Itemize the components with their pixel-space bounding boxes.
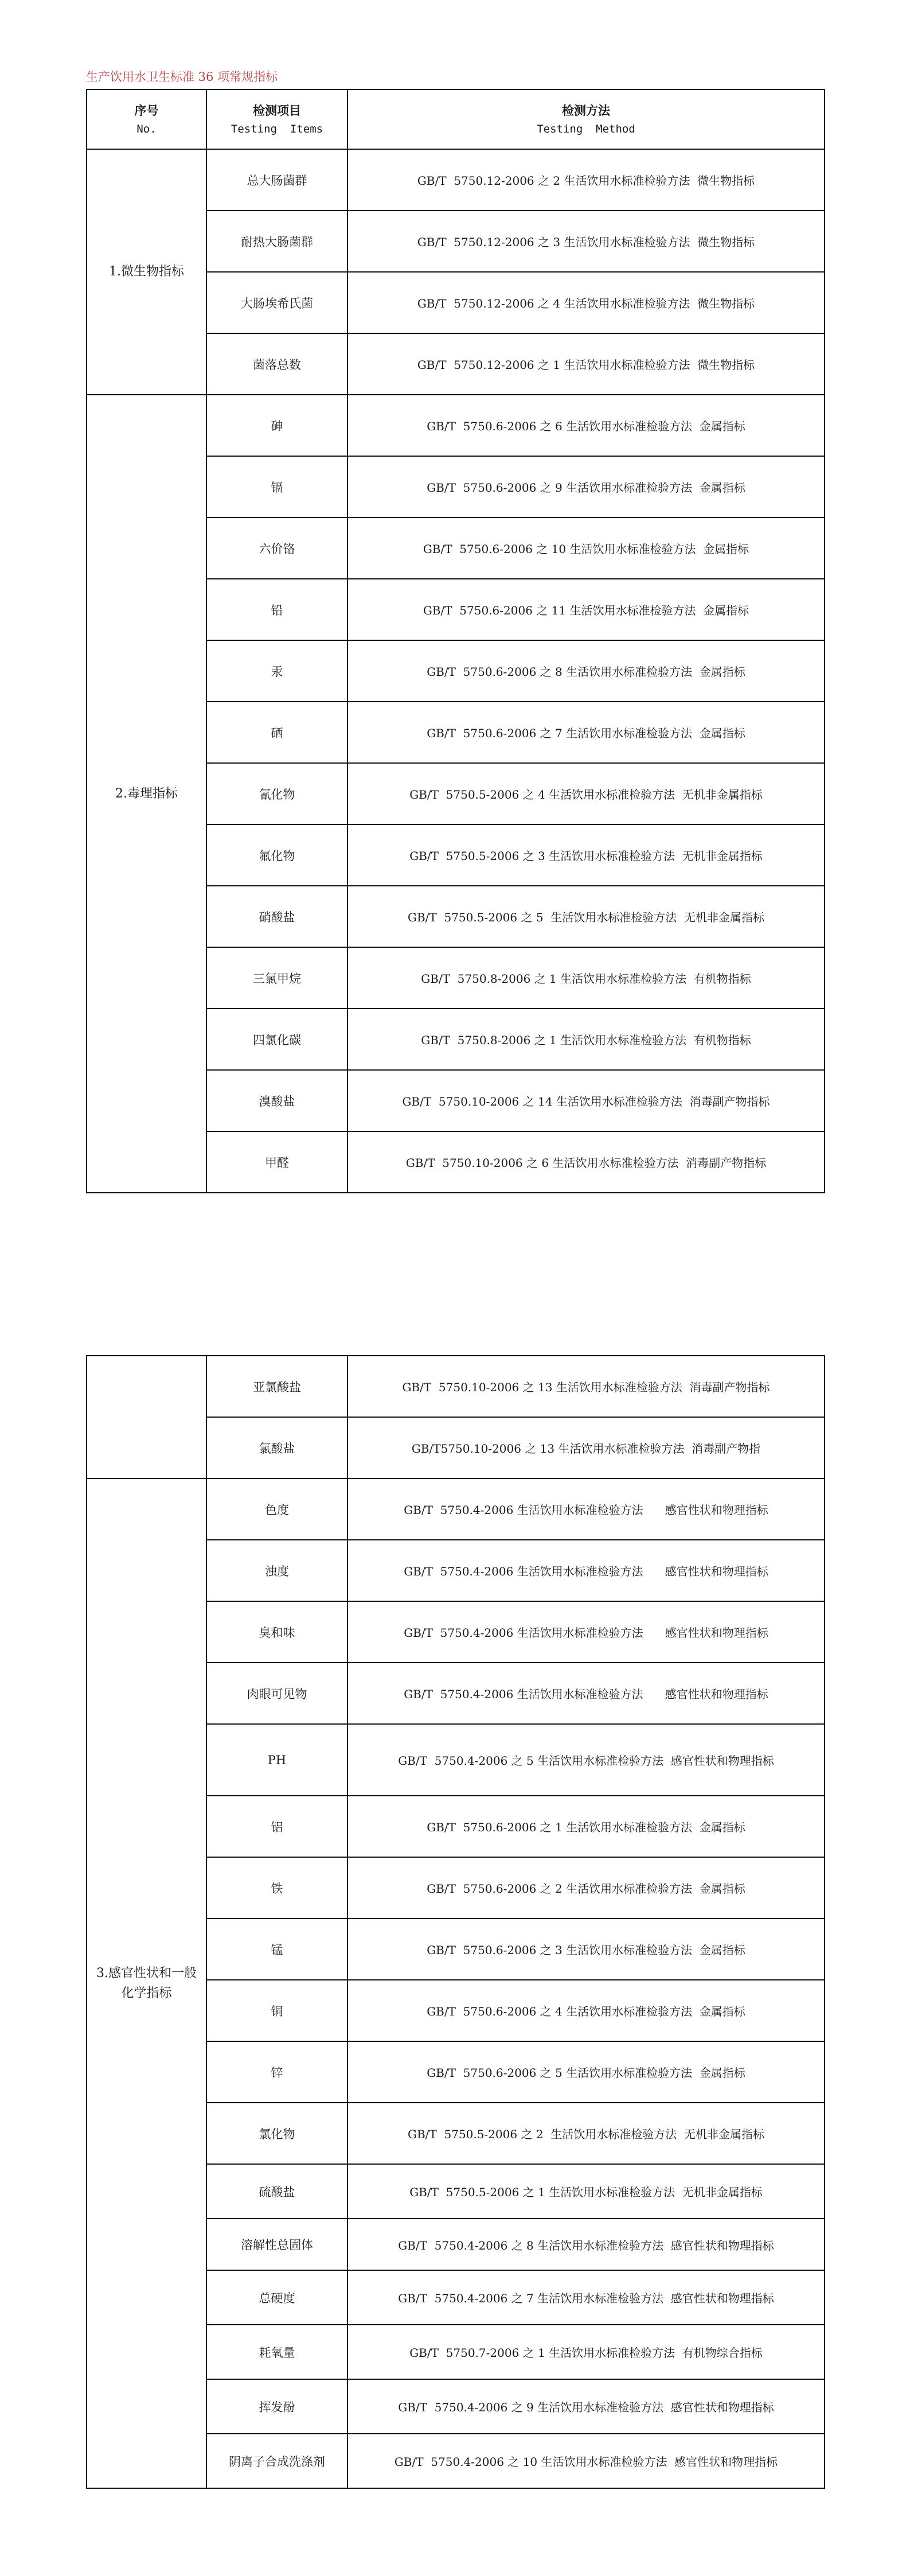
item-cell: 铜 — [206, 1980, 347, 2041]
item-cell: 甲醛 — [206, 1131, 347, 1193]
method-cell: GB/T 5750.12-2006 之 1 生活饮用水标准检验方法 微生物指标 — [347, 333, 825, 395]
item-cell: 铅 — [206, 579, 347, 640]
method-cell: GB/T 5750.10-2006 之 14 生活饮用水标准检验方法 消毒副产物指标 — [347, 1070, 825, 1131]
item-cell: PH — [206, 1724, 347, 1796]
header-item — [206, 90, 347, 149]
item-cell: 色度 — [206, 1478, 347, 1540]
item-cell: 铁 — [206, 1857, 347, 1919]
item-cell: 菌落总数 — [206, 333, 347, 395]
method-cell: GB/T 5750.4-2006 之 5 生活饮用水标准检验方法 感官性状和物理指标 — [347, 1724, 825, 1796]
item-cell: 氯化物 — [206, 2103, 347, 2164]
method-cell: GB/T 5750.6-2006 之 11 生活饮用水标准检验方法 金属指标 — [347, 579, 825, 640]
document-title: 生产饮用水卫生标准 36 项常规指标 — [86, 70, 278, 84]
table-header-row — [87, 90, 825, 149]
method-cell: GB/T 5750.5-2006 之 2 生活饮用水标准检验方法 无机非金属指标 — [347, 2103, 825, 2164]
item-cell: 汞 — [206, 640, 347, 702]
header-method — [347, 90, 825, 149]
method-cell: GB/T 5750.12-2006 之 4 生活饮用水标准检验方法 微生物指标 — [347, 272, 825, 333]
item-cell: 锌 — [206, 2041, 347, 2103]
method-cell: GB/T 5750.4-2006 之 8 生活饮用水标准检验方法 感官性状和物理指标 — [347, 2219, 825, 2270]
method-cell: GB/T 5750.5-2006 之 4 生活饮用水标准检验方法 无机非金属指标 — [347, 763, 825, 824]
method-cell: GB/T 5750.8-2006 之 1 生活饮用水标准检验方法 有机物指标 — [347, 947, 825, 1009]
item-cell: 亚氯酸盐 — [206, 1356, 347, 1417]
method-cell: GB/T 5750.4-2006 生活饮用水标准检验方法 感官性状和物理指标 — [347, 1478, 825, 1540]
method-cell: GB/T 5750.6-2006 之 4 生活饮用水标准检验方法 金属指标 — [347, 1980, 825, 2041]
method-cell: GB/T 5750.6-2006 之 9 生活饮用水标准检验方法 金属指标 — [347, 456, 825, 517]
item-cell: 氯酸盐 — [206, 1417, 347, 1478]
item-cell: 六价铬 — [206, 517, 347, 579]
method-cell: GB/T 5750.4-2006 之 10 生活饮用水标准检验方法 感官性状和物理指标 — [347, 2434, 825, 2488]
method-cell: GB/T5750.10-2006 之 13 生活饮用水标准检验方法 消毒副产物指 — [347, 1417, 825, 1478]
category-microbial: 1.微生物指标 — [87, 149, 206, 395]
method-cell: GB/T 5750.4-2006 生活饮用水标准检验方法 感官性状和物理指标 — [347, 1601, 825, 1663]
item-cell: 硒 — [206, 702, 347, 763]
item-cell: 镉 — [206, 456, 347, 517]
method-cell: GB/T 5750.4-2006 之 9 生活饮用水标准检验方法 感官性状和物理指标 — [347, 2379, 825, 2434]
method-cell: GB/T 5750.6-2006 之 10 生活饮用水标准检验方法 金属指标 — [347, 517, 825, 579]
header-no — [87, 90, 206, 149]
method-cell: GB/T 5750.5-2006 之 5 生活饮用水标准检验方法 无机非金属指标 — [347, 886, 825, 947]
item-cell: 挥发酚 — [206, 2379, 347, 2434]
method-cell: GB/T 5750.6-2006 之 2 生活饮用水标准检验方法 金属指标 — [347, 1857, 825, 1919]
item-cell: 阴离子合成洗涤剂 — [206, 2434, 347, 2488]
item-cell: 肉眼可见物 — [206, 1663, 347, 1724]
item-cell: 锰 — [206, 1919, 347, 1980]
category-toxic: 2.毒理指标 — [87, 395, 206, 1193]
table-row — [87, 1356, 825, 1417]
item-cell: 三氯甲烷 — [206, 947, 347, 1009]
method-cell: GB/T 5750.6-2006 之 6 生活饮用水标准检验方法 金属指标 — [347, 395, 825, 456]
method-cell: GB/T 5750.6-2006 之 5 生活饮用水标准检验方法 金属指标 — [347, 2041, 825, 2103]
standards-table-page-1 — [86, 89, 825, 1193]
item-cell: 硝酸盐 — [206, 886, 347, 947]
category-continued-empty — [87, 1356, 206, 1478]
header-method-en: Testing Method — [537, 122, 635, 135]
item-cell: 大肠埃希氏菌 — [206, 272, 347, 333]
item-cell: 铝 — [206, 1796, 347, 1857]
category-sensory: 3.感官性状和一般化学指标 — [87, 1478, 206, 2488]
method-cell: GB/T 5750.4-2006 生活饮用水标准检验方法 感官性状和物理指标 — [347, 1663, 825, 1724]
header-item-cn: 检测项目 — [253, 103, 301, 118]
table-row — [87, 1478, 825, 1540]
method-cell: GB/T 5750.4-2006 之 7 生活饮用水标准检验方法 感官性状和物理指标 — [347, 2270, 825, 2325]
item-cell: 溴酸盐 — [206, 1070, 347, 1131]
item-cell: 氟化物 — [206, 824, 347, 886]
header-item-en: Testing Items — [231, 122, 323, 135]
item-cell: 耗氧量 — [206, 2325, 347, 2379]
header-method-cn: 检测方法 — [562, 103, 610, 118]
method-cell: GB/T 5750.12-2006 之 2 生活饮用水标准检验方法 微生物指标 — [347, 149, 825, 211]
item-cell: 耐热大肠菌群 — [206, 211, 347, 272]
method-cell: GB/T 5750.6-2006 之 3 生活饮用水标准检验方法 金属指标 — [347, 1919, 825, 1980]
table-row — [87, 149, 825, 211]
method-cell: GB/T 5750.7-2006 之 1 生活饮用水标准检验方法 有机物综合指标 — [347, 2325, 825, 2379]
item-cell: 四氯化碳 — [206, 1009, 347, 1070]
table-row — [87, 395, 825, 456]
item-cell: 总大肠菌群 — [206, 149, 347, 211]
method-cell: GB/T 5750.4-2006 生活饮用水标准检验方法 感官性状和物理指标 — [347, 1540, 825, 1601]
method-cell: GB/T 5750.5-2006 之 3 生活饮用水标准检验方法 无机非金属指标 — [347, 824, 825, 886]
method-cell: GB/T 5750.5-2006 之 1 生活饮用水标准检验方法 无机非金属指标 — [347, 2164, 825, 2219]
header-no-cn: 序号 — [134, 103, 159, 118]
method-cell: GB/T 5750.10-2006 之 13 生活饮用水标准检验方法 消毒副产物指标 — [347, 1356, 825, 1417]
method-cell: GB/T 5750.6-2006 之 7 生活饮用水标准检验方法 金属指标 — [347, 702, 825, 763]
standards-table-page-2 — [86, 1355, 825, 2489]
item-cell: 砷 — [206, 395, 347, 456]
method-cell: GB/T 5750.8-2006 之 1 生活饮用水标准检验方法 有机物指标 — [347, 1009, 825, 1070]
method-cell: GB/T 5750.10-2006 之 6 生活饮用水标准检验方法 消毒副产物指标 — [347, 1131, 825, 1193]
method-cell: GB/T 5750.12-2006 之 3 生活饮用水标准检验方法 微生物指标 — [347, 211, 825, 272]
method-cell: GB/T 5750.6-2006 之 8 生活饮用水标准检验方法 金属指标 — [347, 640, 825, 702]
item-cell: 总硬度 — [206, 2270, 347, 2325]
item-cell: 硫酸盐 — [206, 2164, 347, 2219]
header-no-en: No. — [136, 122, 157, 135]
item-cell: 臭和味 — [206, 1601, 347, 1663]
item-cell: 溶解性总固体 — [206, 2219, 347, 2270]
item-cell: 浊度 — [206, 1540, 347, 1601]
method-cell: GB/T 5750.6-2006 之 1 生活饮用水标准检验方法 金属指标 — [347, 1796, 825, 1857]
item-cell: 氰化物 — [206, 763, 347, 824]
